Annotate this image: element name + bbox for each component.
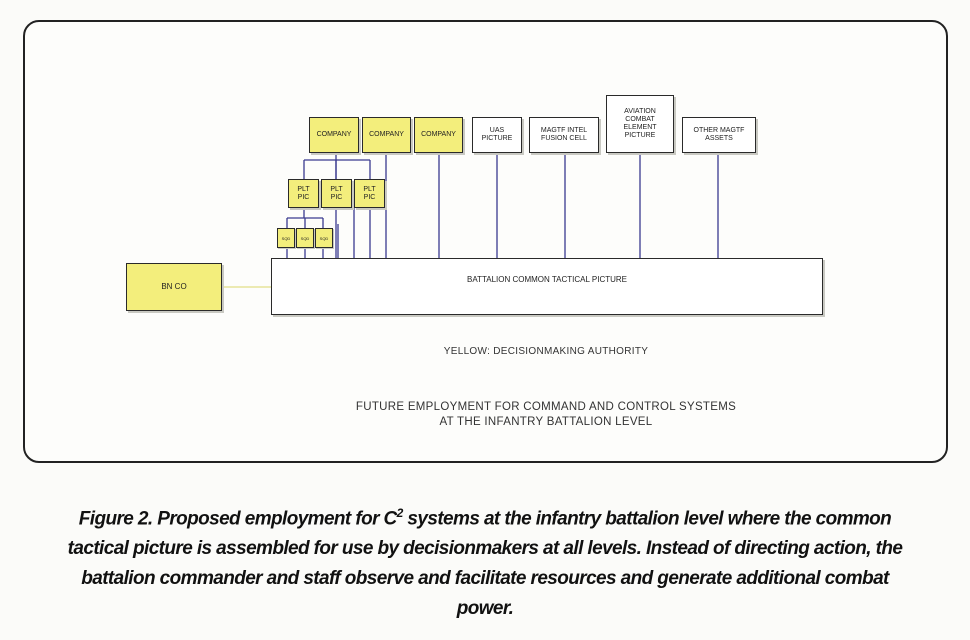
uas-picture-box: UAS PICTURE [472, 117, 522, 153]
diagram-title: FUTURE EMPLOYMENT FOR COMMAND AND CONTROL SYSTEMS AT THE INFANTRY BATTALION LEVEL [355, 401, 737, 428]
battalion-common-tactical-picture-box: BATTALION COMMON TACTICAL PICTURE [271, 258, 823, 315]
bn-co-box: BN CO [126, 263, 222, 311]
caption-text-start: Figure 2. Proposed employment for C [78, 508, 397, 530]
squad-box-3: SQD [315, 228, 333, 248]
squad-box-2: SQD [296, 228, 314, 248]
aviation-combat-element-box: AVIATION COMBAT ELEMENT PICTURE [606, 95, 674, 153]
figure-caption [60, 498, 910, 624]
platoon-picture-box-2: PLT PIC [321, 179, 352, 208]
caption-superscript: 2 [396, 506, 403, 520]
company-box-2: COMPANY [362, 117, 411, 153]
caption-text-end: systems at the infantry battalion level where the common tactical picture is assembled for use by decisionmakers at all levels. Instead of directing action, the battalion commander and staff observe and facilitate resources and generate additional combat power. [67, 508, 903, 620]
magtf-intel-fusion-cell-box: MAGTF INTEL FUSION CELL [529, 117, 599, 153]
squad-box-1: SQD [277, 228, 295, 248]
color-legend: YELLOW: DECISIONMAKING AUTHORITY [443, 346, 649, 357]
other-magtf-assets-box: OTHER MAGTF ASSETS [682, 117, 756, 153]
company-box-1: COMPANY [309, 117, 359, 153]
platoon-picture-box-1: PLT PIC [288, 179, 319, 208]
platoon-picture-box-3: PLT PIC [354, 179, 385, 208]
company-box-3: COMPANY [414, 117, 463, 153]
